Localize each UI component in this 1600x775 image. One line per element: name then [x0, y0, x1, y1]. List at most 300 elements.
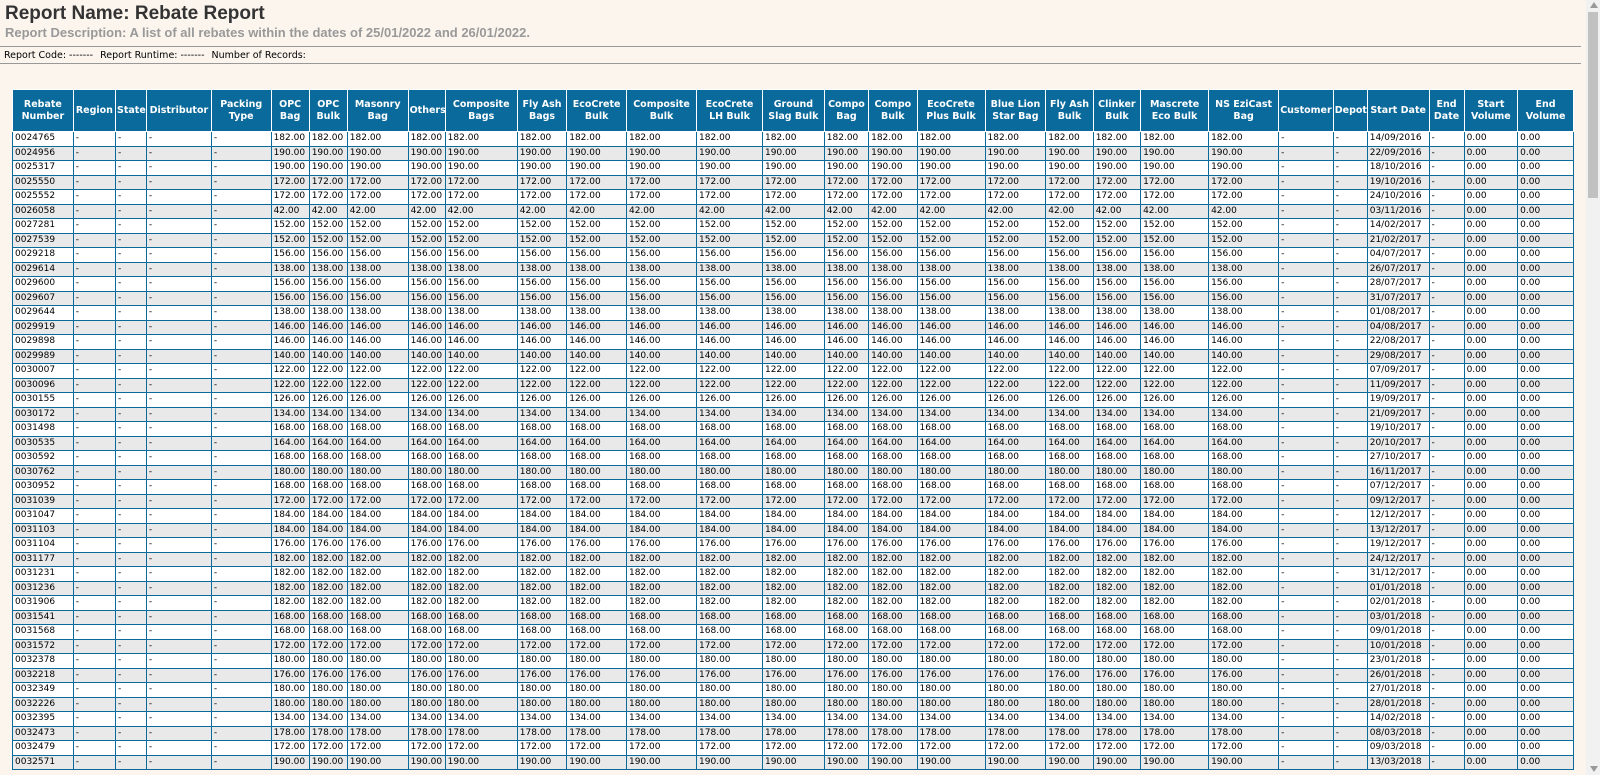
rebate-value-cell: 172.00	[869, 639, 917, 654]
rebate-value-cell: 156.00	[309, 277, 347, 292]
depot-cell: -	[1333, 219, 1367, 234]
rebate-value-cell: 172.00	[309, 741, 347, 756]
column-header-opc-bag: OPC Bag	[271, 90, 309, 132]
table-row	[13, 567, 1574, 582]
customer-cell: -	[1279, 538, 1334, 553]
rebate-value-cell: 42.00	[517, 204, 566, 219]
rebate-value-cell: 146.00	[408, 335, 445, 350]
rebate-value-cell: 168.00	[1141, 625, 1209, 640]
rebate-value-cell: 182.00	[869, 567, 917, 582]
rebate-value-cell: 168.00	[824, 422, 868, 437]
column-header-start-volume: Start Volume	[1464, 90, 1518, 132]
rebate-value-cell: 122.00	[408, 378, 445, 393]
rebate-value-cell: 172.00	[347, 175, 408, 190]
rebate-value-cell: 178.00	[1141, 726, 1209, 741]
start-date-cell: 11/09/2017	[1367, 378, 1429, 393]
end-date-cell: -	[1429, 465, 1464, 480]
table-row	[13, 538, 1574, 553]
rebate-value-cell: 180.00	[347, 683, 408, 698]
start-date-cell: 12/12/2017	[1367, 509, 1429, 524]
table-row	[13, 654, 1574, 669]
table-cell: -	[116, 610, 147, 625]
table-cell: -	[73, 480, 115, 495]
rebate-value-cell: 182.00	[697, 596, 763, 611]
rebate-value-cell: 168.00	[985, 451, 1046, 466]
rebate-value-cell: 184.00	[985, 523, 1046, 538]
rebate-value-cell: 180.00	[1046, 697, 1093, 712]
rebate-value-cell: 134.00	[408, 407, 445, 422]
rebate-value-cell: 190.00	[869, 146, 917, 161]
depot-cell: -	[1333, 248, 1367, 263]
rebate-value-cell: 138.00	[445, 306, 517, 321]
rebate-value-cell: 138.00	[626, 306, 696, 321]
rebate-value-cell: 122.00	[567, 364, 627, 379]
rebate-value-cell: 168.00	[309, 610, 347, 625]
rebate-value-cell: 126.00	[347, 393, 408, 408]
rebate-value-cell: 172.00	[408, 741, 445, 756]
rebate-value-cell: 138.00	[408, 262, 445, 277]
rebate-value-cell: 122.00	[271, 364, 309, 379]
rebate-value-cell: 182.00	[1046, 552, 1093, 567]
rebate-value-cell: 176.00	[1093, 538, 1140, 553]
column-header-ns-ezicast-bag: NS EziCast Bag	[1209, 90, 1279, 132]
depot-cell: -	[1333, 668, 1367, 683]
report-title: Report Name: Rebate Report	[5, 3, 265, 24]
start-volume-cell: 0.00	[1464, 451, 1518, 466]
start-volume-cell: 0.00	[1464, 219, 1518, 234]
depot-cell: -	[1333, 161, 1367, 176]
rebate-value-cell: 180.00	[762, 465, 824, 480]
end-volume-cell: 0.00	[1518, 146, 1574, 161]
rebate-value-cell: 172.00	[917, 639, 985, 654]
table-cell: -	[211, 146, 271, 161]
rebate-value-cell: 172.00	[1141, 639, 1209, 654]
rebate-value-cell: 168.00	[347, 451, 408, 466]
column-header-state: State	[116, 90, 147, 132]
rebate-value-cell: 138.00	[347, 262, 408, 277]
rebate-value-cell: 146.00	[1209, 335, 1279, 350]
rebate-value-cell: 122.00	[697, 364, 763, 379]
table-row	[13, 277, 1574, 292]
table-cell: -	[116, 204, 147, 219]
rebate-number-cell: 0027539	[13, 233, 74, 248]
rebate-value-cell: 146.00	[626, 335, 696, 350]
end-date-cell: -	[1429, 538, 1464, 553]
table-cell: -	[211, 697, 271, 712]
rebate-value-cell: 172.00	[1046, 639, 1093, 654]
rebate-number-cell: 0031236	[13, 581, 74, 596]
rebate-value-cell: 182.00	[271, 567, 309, 582]
rebate-value-cell: 134.00	[917, 407, 985, 422]
rebate-value-cell: 172.00	[1141, 175, 1209, 190]
rebate-number-cell: 0025317	[13, 161, 74, 176]
rebate-number-cell: 0031231	[13, 567, 74, 582]
rebate-value-cell: 184.00	[309, 523, 347, 538]
rebate-value-cell: 178.00	[917, 726, 985, 741]
start-volume-cell: 0.00	[1464, 726, 1518, 741]
rebate-value-cell: 172.00	[271, 494, 309, 509]
rebate-value-cell: 180.00	[271, 654, 309, 669]
end-volume-cell: 0.00	[1518, 407, 1574, 422]
table-row	[13, 523, 1574, 538]
start-volume-cell: 0.00	[1464, 364, 1518, 379]
rebate-value-cell: 172.00	[697, 190, 763, 205]
rebate-value-cell: 184.00	[517, 509, 566, 524]
rebate-value-cell: 184.00	[762, 509, 824, 524]
rebate-value-cell: 184.00	[917, 509, 985, 524]
rebate-value-cell: 190.00	[1209, 755, 1279, 770]
rebate-number-cell: 0030952	[13, 480, 74, 495]
rebate-value-cell: 42.00	[1141, 204, 1209, 219]
rebate-value-cell: 152.00	[1141, 219, 1209, 234]
rebate-value-cell: 122.00	[347, 364, 408, 379]
start-date-cell: 24/10/2016	[1367, 190, 1429, 205]
rebate-value-cell: 156.00	[408, 248, 445, 263]
rebate-number-cell: 0030096	[13, 378, 74, 393]
rebate-value-cell: 138.00	[985, 306, 1046, 321]
table-cell: -	[73, 552, 115, 567]
rebate-value-cell: 184.00	[869, 509, 917, 524]
table-cell: -	[211, 378, 271, 393]
start-volume-cell: 0.00	[1464, 161, 1518, 176]
rebate-value-cell: 172.00	[408, 190, 445, 205]
rebate-value-cell: 168.00	[1209, 480, 1279, 495]
table-cell: -	[146, 335, 211, 350]
report-meta	[4, 49, 310, 63]
rebate-value-cell: 182.00	[347, 581, 408, 596]
table-row	[13, 610, 1574, 625]
rebate-value-cell: 122.00	[917, 364, 985, 379]
depot-cell: -	[1333, 306, 1367, 321]
rebate-value-cell: 182.00	[445, 581, 517, 596]
table-cell: -	[116, 523, 147, 538]
table-cell: -	[146, 726, 211, 741]
rebate-value-cell: 146.00	[869, 335, 917, 350]
rebate-value-cell: 140.00	[917, 349, 985, 364]
rebate-value-cell: 176.00	[1093, 668, 1140, 683]
rebate-value-cell: 42.00	[1046, 204, 1093, 219]
table-cell: -	[73, 741, 115, 756]
rebate-value-cell: 190.00	[567, 146, 627, 161]
start-date-cell: 24/12/2017	[1367, 552, 1429, 567]
rebate-value-cell: 168.00	[626, 610, 696, 625]
rebate-value-cell: 180.00	[869, 465, 917, 480]
start-date-cell: 03/11/2016	[1367, 204, 1429, 219]
rebate-value-cell: 182.00	[1046, 581, 1093, 596]
start-volume-cell: 0.00	[1464, 697, 1518, 712]
rebate-value-cell: 182.00	[985, 596, 1046, 611]
customer-cell: -	[1279, 335, 1334, 350]
rebate-value-cell: 178.00	[408, 726, 445, 741]
rebate-value-cell: 190.00	[697, 755, 763, 770]
rebate-value-cell: 168.00	[824, 625, 868, 640]
rebate-number-cell: 0031104	[13, 538, 74, 553]
rebate-value-cell: 172.00	[347, 639, 408, 654]
rebate-value-cell: 180.00	[1209, 465, 1279, 480]
rebate-value-cell: 180.00	[762, 654, 824, 669]
rebate-value-cell: 134.00	[697, 712, 763, 727]
rebate-value-cell: 138.00	[626, 262, 696, 277]
start-date-cell: 09/03/2018	[1367, 741, 1429, 756]
rebate-value-cell: 164.00	[309, 436, 347, 451]
rebate-value-cell: 42.00	[309, 204, 347, 219]
depot-cell: -	[1333, 494, 1367, 509]
rebate-value-cell: 182.00	[271, 581, 309, 596]
rebate-value-cell: 134.00	[985, 407, 1046, 422]
table-cell: -	[116, 233, 147, 248]
table-cell: -	[146, 378, 211, 393]
rebate-value-cell: 182.00	[271, 132, 309, 147]
rebate-value-cell: 168.00	[271, 625, 309, 640]
rebate-value-cell: 138.00	[347, 306, 408, 321]
end-date-cell: -	[1429, 639, 1464, 654]
rebate-value-cell: 156.00	[445, 248, 517, 263]
customer-cell: -	[1279, 465, 1334, 480]
table-cell: -	[211, 741, 271, 756]
rebate-value-cell: 156.00	[1209, 277, 1279, 292]
rebate-value-cell: 126.00	[1209, 393, 1279, 408]
rebate-value-cell: 180.00	[762, 697, 824, 712]
rebate-value-cell: 172.00	[408, 639, 445, 654]
rebate-number-cell: 0030535	[13, 436, 74, 451]
table-cell: -	[116, 480, 147, 495]
rebate-value-cell: 172.00	[824, 741, 868, 756]
table-cell: -	[211, 451, 271, 466]
rebate-value-cell: 176.00	[1046, 538, 1093, 553]
end-date-cell: -	[1429, 683, 1464, 698]
rebate-value-cell: 168.00	[762, 610, 824, 625]
rebate-value-cell: 146.00	[1093, 320, 1140, 335]
table-cell: -	[116, 146, 147, 161]
start-volume-cell: 0.00	[1464, 741, 1518, 756]
end-volume-cell: 0.00	[1518, 132, 1574, 147]
rebate-value-cell: 172.00	[1209, 175, 1279, 190]
rebate-value-cell: 182.00	[445, 132, 517, 147]
table-cell: -	[73, 639, 115, 654]
rebate-value-cell: 134.00	[1209, 407, 1279, 422]
rebate-value-cell: 138.00	[408, 306, 445, 321]
rebate-value-cell: 182.00	[1046, 596, 1093, 611]
rebate-value-cell: 190.00	[445, 755, 517, 770]
rebate-value-cell: 168.00	[869, 625, 917, 640]
rebate-value-cell: 190.00	[1141, 755, 1209, 770]
table-row	[13, 451, 1574, 466]
rebate-value-cell: 152.00	[824, 233, 868, 248]
table-cell: -	[116, 465, 147, 480]
table-cell: -	[116, 393, 147, 408]
rebate-value-cell: 156.00	[567, 291, 627, 306]
rebate-number-cell: 0032378	[13, 654, 74, 669]
rebate-value-cell: 164.00	[567, 436, 627, 451]
rebate-value-cell: 152.00	[985, 219, 1046, 234]
record-count: Number of Records:	[211, 50, 306, 61]
rebate-value-cell: 172.00	[517, 639, 566, 654]
table-cell: -	[211, 219, 271, 234]
column-header-masonry-bag: Masonry Bag	[347, 90, 408, 132]
rebate-value-cell: 168.00	[309, 625, 347, 640]
rebate-value-cell: 182.00	[985, 567, 1046, 582]
table-row	[13, 422, 1574, 437]
rebate-value-cell: 146.00	[271, 335, 309, 350]
depot-cell: -	[1333, 436, 1367, 451]
scroll-up-arrow-icon[interactable]	[1590, 2, 1598, 8]
end-volume-cell: 0.00	[1518, 683, 1574, 698]
scroll-down-arrow-icon[interactable]	[1590, 766, 1598, 772]
rebate-value-cell: 184.00	[408, 509, 445, 524]
rebate-value-cell: 172.00	[824, 639, 868, 654]
rebate-value-cell: 152.00	[697, 219, 763, 234]
customer-cell: -	[1279, 407, 1334, 422]
rebate-value-cell: 176.00	[517, 668, 566, 683]
rebate-value-cell: 180.00	[1046, 683, 1093, 698]
rebate-number-cell: 0025550	[13, 175, 74, 190]
start-date-cell: 31/07/2017	[1367, 291, 1429, 306]
rebate-value-cell: 172.00	[762, 175, 824, 190]
column-header-end-volume: End Volume	[1518, 90, 1574, 132]
rebate-value-cell: 168.00	[309, 480, 347, 495]
rebate-value-cell: 168.00	[1046, 625, 1093, 640]
customer-cell: -	[1279, 277, 1334, 292]
rebate-number-cell: 0032571	[13, 755, 74, 770]
rebate-value-cell: 140.00	[517, 349, 566, 364]
start-date-cell: 22/08/2017	[1367, 335, 1429, 350]
rebate-value-cell: 168.00	[309, 451, 347, 466]
rebate-value-cell: 156.00	[567, 277, 627, 292]
rebate-value-cell: 190.00	[347, 755, 408, 770]
rebate-value-cell: 182.00	[626, 567, 696, 582]
column-header-composite-bulk: Composite Bulk	[626, 90, 696, 132]
rebate-value-cell: 190.00	[408, 755, 445, 770]
rebate-value-cell: 178.00	[824, 726, 868, 741]
rebate-value-cell: 146.00	[869, 320, 917, 335]
end-date-cell: -	[1429, 146, 1464, 161]
start-volume-cell: 0.00	[1464, 581, 1518, 596]
rebate-value-cell: 172.00	[917, 175, 985, 190]
rebate-value-cell: 182.00	[762, 581, 824, 596]
table-cell: -	[116, 697, 147, 712]
rebate-value-cell: 184.00	[1209, 523, 1279, 538]
rebate-value-cell: 126.00	[824, 393, 868, 408]
rebate-value-cell: 172.00	[626, 639, 696, 654]
column-header-ecocrete-bulk: EcoCrete Bulk	[567, 90, 627, 132]
rebate-value-cell: 182.00	[869, 581, 917, 596]
start-date-cell: 07/12/2017	[1367, 480, 1429, 495]
rebate-value-cell: 184.00	[824, 509, 868, 524]
rebate-value-cell: 172.00	[1209, 639, 1279, 654]
rebate-value-cell: 190.00	[1093, 755, 1140, 770]
table-cell: -	[73, 204, 115, 219]
table-cell: -	[73, 538, 115, 553]
rebate-number-cell: 0031047	[13, 509, 74, 524]
rebate-value-cell: 172.00	[408, 175, 445, 190]
table-cell: -	[211, 668, 271, 683]
rebate-number-cell: 0032395	[13, 712, 74, 727]
end-volume-cell: 0.00	[1518, 277, 1574, 292]
rebate-value-cell: 168.00	[408, 422, 445, 437]
rebate-value-cell: 176.00	[626, 668, 696, 683]
rebate-value-cell: 164.00	[1093, 436, 1140, 451]
rebate-value-cell: 184.00	[626, 509, 696, 524]
table-cell: -	[116, 306, 147, 321]
rebate-value-cell: 172.00	[1209, 190, 1279, 205]
rebate-value-cell: 134.00	[1093, 407, 1140, 422]
rebate-value-cell: 182.00	[347, 132, 408, 147]
rebate-value-cell: 42.00	[985, 204, 1046, 219]
table-row	[13, 378, 1574, 393]
end-date-cell: -	[1429, 291, 1464, 306]
rebate-value-cell: 138.00	[917, 262, 985, 277]
rebate-value-cell: 168.00	[517, 625, 566, 640]
divider	[0, 46, 1581, 47]
rebate-value-cell: 156.00	[517, 277, 566, 292]
rebate-value-cell: 126.00	[445, 393, 517, 408]
customer-cell: -	[1279, 146, 1334, 161]
table-cell: -	[73, 364, 115, 379]
start-date-cell: 28/07/2017	[1367, 277, 1429, 292]
start-date-cell: 04/08/2017	[1367, 320, 1429, 335]
rebate-value-cell: 180.00	[985, 683, 1046, 698]
rebate-value-cell: 180.00	[626, 697, 696, 712]
rebate-value-cell: 126.00	[1046, 393, 1093, 408]
depot-cell: -	[1333, 625, 1367, 640]
depot-cell: -	[1333, 552, 1367, 567]
start-volume-cell: 0.00	[1464, 422, 1518, 437]
rebate-value-cell: 134.00	[445, 407, 517, 422]
rebate-value-cell: 140.00	[1046, 349, 1093, 364]
rebate-value-cell: 182.00	[824, 567, 868, 582]
rebate-value-cell: 156.00	[985, 277, 1046, 292]
rebate-value-cell: 164.00	[985, 436, 1046, 451]
end-date-cell: -	[1429, 335, 1464, 350]
table-row	[13, 581, 1574, 596]
rebate-value-cell: 146.00	[517, 320, 566, 335]
end-volume-cell: 0.00	[1518, 567, 1574, 582]
start-volume-cell: 0.00	[1464, 610, 1518, 625]
end-volume-cell: 0.00	[1518, 509, 1574, 524]
rebate-value-cell: 176.00	[985, 668, 1046, 683]
rebate-value-cell: 172.00	[271, 190, 309, 205]
rebate-value-cell: 182.00	[985, 581, 1046, 596]
rebate-value-cell: 152.00	[271, 233, 309, 248]
rebate-value-cell: 42.00	[271, 204, 309, 219]
depot-cell: -	[1333, 378, 1367, 393]
rebate-value-cell: 184.00	[408, 523, 445, 538]
table-cell: -	[116, 683, 147, 698]
table-row	[13, 248, 1574, 263]
rebate-value-cell: 156.00	[626, 248, 696, 263]
end-date-cell: -	[1429, 625, 1464, 640]
rebate-value-cell: 182.00	[1141, 132, 1209, 147]
table-cell: -	[73, 277, 115, 292]
table-row	[13, 436, 1574, 451]
rebate-value-cell: 176.00	[626, 538, 696, 553]
rebate-value-cell: 176.00	[697, 668, 763, 683]
rebate-value-cell: 156.00	[985, 248, 1046, 263]
rebate-value-cell: 180.00	[1209, 683, 1279, 698]
scrollbar-thumb[interactable]	[1588, 12, 1598, 198]
rebate-value-cell: 156.00	[309, 248, 347, 263]
rebate-value-cell: 172.00	[824, 190, 868, 205]
rebate-value-cell: 42.00	[917, 204, 985, 219]
column-header-fly-ash-bulk: Fly Ash Bulk	[1046, 90, 1093, 132]
end-volume-cell: 0.00	[1518, 306, 1574, 321]
rebate-value-cell: 152.00	[869, 233, 917, 248]
rebate-value-cell: 176.00	[408, 668, 445, 683]
customer-cell: -	[1279, 596, 1334, 611]
table-cell: -	[146, 320, 211, 335]
rebate-value-cell: 168.00	[697, 610, 763, 625]
rebate-value-cell: 182.00	[517, 552, 566, 567]
